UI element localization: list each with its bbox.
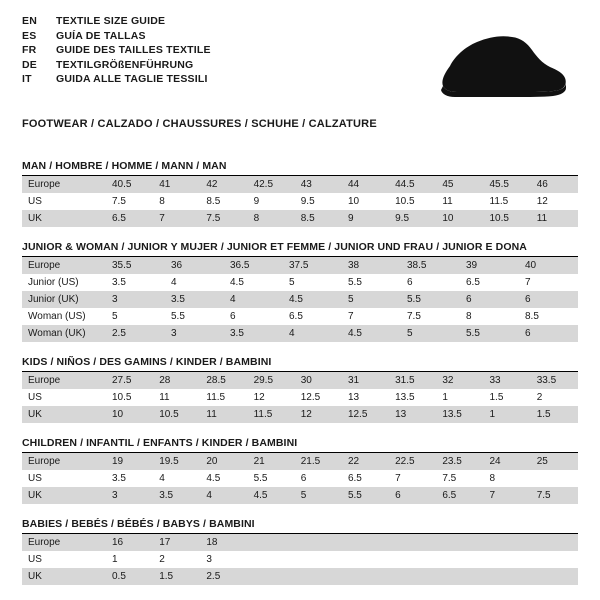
size-cell: 8.5 <box>200 193 247 210</box>
size-cell: 10 <box>106 406 153 423</box>
table-row <box>22 551 578 568</box>
size-cell: 6.5 <box>283 308 342 325</box>
row-label: Europe <box>22 453 106 470</box>
size-cell: 37.5 <box>283 257 342 274</box>
size-cell: 11.5 <box>200 389 247 406</box>
section-title: MAN / HOMBRE / HOMME / MANN / MAN <box>22 160 578 176</box>
size-cell <box>531 568 578 585</box>
size-cell: 6 <box>295 470 342 487</box>
row-label: US <box>22 551 106 568</box>
size-cell: 8 <box>248 210 295 227</box>
size-cell <box>248 534 295 551</box>
size-section <box>22 241 578 342</box>
language-row <box>22 16 211 31</box>
row-label: Europe <box>22 257 106 274</box>
size-cell: 7.5 <box>531 487 578 504</box>
size-cell: 4 <box>283 325 342 342</box>
row-label: US <box>22 193 106 210</box>
size-cell: 9 <box>342 210 389 227</box>
size-cell: 4 <box>165 274 224 291</box>
size-cell: 33 <box>484 372 531 389</box>
size-cell: 7.5 <box>200 210 247 227</box>
size-cell: 4.5 <box>224 274 283 291</box>
language-row <box>22 31 211 46</box>
size-cell: 3.5 <box>106 274 165 291</box>
size-cell: 2.5 <box>200 568 247 585</box>
section-title: CHILDREN / INFANTIL / ENFANTS / KINDER / BAMBINI <box>22 437 578 453</box>
size-cell: 1 <box>436 389 483 406</box>
size-cell: 11 <box>153 389 200 406</box>
size-section <box>22 437 578 504</box>
language-code: EN <box>22 15 37 27</box>
size-cell: 42 <box>200 176 247 193</box>
size-cell: 35.5 <box>106 257 165 274</box>
language-code: DE <box>22 58 37 71</box>
row-label: UK <box>22 487 106 504</box>
row-label: Woman (US) <box>22 308 106 325</box>
size-cell: 12.5 <box>295 389 342 406</box>
size-cell: 11.5 <box>484 193 531 210</box>
size-cell: 28 <box>153 372 200 389</box>
size-cell: 12 <box>295 406 342 423</box>
language-code: IT <box>22 73 32 85</box>
size-cell: 0.5 <box>106 568 153 585</box>
size-cell: 11.5 <box>248 406 295 423</box>
size-cell: 6.5 <box>460 274 519 291</box>
size-cell: 12 <box>248 389 295 406</box>
size-cell: 1.5 <box>531 406 578 423</box>
size-cell: 6 <box>460 291 519 308</box>
size-cell: 7 <box>153 210 200 227</box>
size-cell: 3.5 <box>153 487 200 504</box>
size-cell: 36.5 <box>224 257 283 274</box>
size-cell: 7 <box>342 308 401 325</box>
size-cell: 13.5 <box>389 389 436 406</box>
size-cell: 6 <box>389 487 436 504</box>
size-cell: 5.5 <box>342 274 401 291</box>
size-cell <box>389 534 436 551</box>
table-row <box>22 291 578 308</box>
size-cell <box>342 551 389 568</box>
size-table <box>22 372 578 423</box>
table-row <box>22 470 578 487</box>
size-cell: 6 <box>401 274 460 291</box>
size-cell <box>436 534 483 551</box>
size-cell <box>248 551 295 568</box>
size-cell <box>342 568 389 585</box>
size-cell: 2 <box>531 389 578 406</box>
size-cell: 8.5 <box>295 210 342 227</box>
size-cell: 25 <box>531 453 578 470</box>
size-cell: 13.5 <box>436 406 483 423</box>
size-cell: 10.5 <box>389 193 436 210</box>
size-cell: 4 <box>153 470 200 487</box>
size-table <box>22 534 578 585</box>
size-cell: 9.5 <box>389 210 436 227</box>
row-label: US <box>22 389 106 406</box>
row-label: US <box>22 470 106 487</box>
size-table <box>22 257 578 342</box>
row-label: UK <box>22 210 106 227</box>
size-cell: 30 <box>295 372 342 389</box>
size-cell: 22 <box>342 453 389 470</box>
size-cell: 9 <box>248 193 295 210</box>
size-cell: 21.5 <box>295 453 342 470</box>
table-row <box>22 257 578 274</box>
size-cell: 5.5 <box>165 308 224 325</box>
size-cell: 45 <box>436 176 483 193</box>
size-cell: 39 <box>460 257 519 274</box>
size-cell <box>389 551 436 568</box>
size-cell: 4 <box>200 487 247 504</box>
size-cell: 3 <box>165 325 224 342</box>
size-cell <box>531 470 578 487</box>
language-title: GUÍA DE TALLAS <box>56 29 146 42</box>
size-cell <box>531 551 578 568</box>
size-cell: 24 <box>484 453 531 470</box>
size-table <box>22 176 578 227</box>
size-cell: 3.5 <box>224 325 283 342</box>
size-cell: 46 <box>531 176 578 193</box>
size-cell <box>342 534 389 551</box>
size-cell <box>484 534 531 551</box>
language-row <box>22 45 211 60</box>
row-label: Junior (US) <box>22 274 106 291</box>
size-cell <box>389 568 436 585</box>
table-row <box>22 406 578 423</box>
size-cell <box>436 568 483 585</box>
size-cell: 4 <box>224 291 283 308</box>
row-label: Europe <box>22 534 106 551</box>
size-cell: 29.5 <box>248 372 295 389</box>
size-cell: 13 <box>342 389 389 406</box>
size-cell: 4.5 <box>200 470 247 487</box>
size-cell: 8.5 <box>519 308 578 325</box>
size-cell: 5.5 <box>248 470 295 487</box>
size-cell: 40.5 <box>106 176 153 193</box>
size-cell: 3 <box>106 291 165 308</box>
size-cell: 7 <box>484 487 531 504</box>
language-title: TEXTILGRÖßENFÜHRUNG <box>56 58 194 71</box>
dress-shoe-icon <box>393 30 568 108</box>
size-cell: 5 <box>283 274 342 291</box>
table-row <box>22 274 578 291</box>
language-title: GUIDA ALLE TAGLIE TESSILI <box>56 73 208 85</box>
size-cell: 5 <box>106 308 165 325</box>
size-cell: 3.5 <box>106 470 153 487</box>
size-cell: 6 <box>224 308 283 325</box>
size-cell: 4.5 <box>248 487 295 504</box>
size-cell: 33.5 <box>531 372 578 389</box>
size-cell: 28.5 <box>200 372 247 389</box>
size-cell: 1 <box>106 551 153 568</box>
size-cell: 1.5 <box>153 568 200 585</box>
size-cell: 1 <box>484 406 531 423</box>
size-cell: 5.5 <box>460 325 519 342</box>
size-cell: 12 <box>531 193 578 210</box>
table-row <box>22 210 578 227</box>
size-cell: 6 <box>519 325 578 342</box>
size-cell: 9.5 <box>295 193 342 210</box>
size-cell: 7.5 <box>106 193 153 210</box>
size-table <box>22 453 578 504</box>
size-cell: 36 <box>165 257 224 274</box>
size-cell: 10.5 <box>106 389 153 406</box>
size-cell: 2.5 <box>106 325 165 342</box>
size-cell: 10.5 <box>484 210 531 227</box>
size-cell: 32 <box>436 372 483 389</box>
row-label: Junior (UK) <box>22 291 106 308</box>
language-title: GUIDE DES TAILLES TEXTILE <box>56 44 211 56</box>
size-cell: 5 <box>295 487 342 504</box>
size-cell: 3 <box>200 551 247 568</box>
row-label: UK <box>22 568 106 585</box>
language-title-list <box>22 16 211 89</box>
size-cell <box>248 568 295 585</box>
size-cell: 45.5 <box>484 176 531 193</box>
table-row <box>22 193 578 210</box>
table-row <box>22 176 578 193</box>
table-row <box>22 308 578 325</box>
size-cell: 10 <box>342 193 389 210</box>
size-cell <box>295 534 342 551</box>
row-label: UK <box>22 406 106 423</box>
table-row <box>22 389 578 406</box>
size-cell: 18 <box>200 534 247 551</box>
size-cell <box>295 551 342 568</box>
table-row <box>22 487 578 504</box>
size-cell: 13 <box>389 406 436 423</box>
size-cell: 19.5 <box>153 453 200 470</box>
size-cell: 8 <box>484 470 531 487</box>
size-cell: 5.5 <box>401 291 460 308</box>
size-cell: 41 <box>153 176 200 193</box>
row-label: Europe <box>22 372 106 389</box>
size-cell: 17 <box>153 534 200 551</box>
size-cell: 43 <box>295 176 342 193</box>
size-cell: 11 <box>531 210 578 227</box>
size-cell: 12.5 <box>342 406 389 423</box>
size-cell: 2 <box>153 551 200 568</box>
size-cell: 5 <box>401 325 460 342</box>
size-cell <box>484 568 531 585</box>
size-cell <box>436 551 483 568</box>
size-cell: 21 <box>248 453 295 470</box>
table-row <box>22 372 578 389</box>
size-cell <box>531 534 578 551</box>
size-cell: 10.5 <box>153 406 200 423</box>
size-section <box>22 356 578 423</box>
size-cell: 10 <box>436 210 483 227</box>
size-cell: 4.5 <box>283 291 342 308</box>
size-cell: 42.5 <box>248 176 295 193</box>
size-cell: 7 <box>519 274 578 291</box>
size-cell: 11 <box>200 406 247 423</box>
size-cell: 8 <box>460 308 519 325</box>
size-cell: 31 <box>342 372 389 389</box>
language-row <box>22 74 211 89</box>
row-label: Europe <box>22 176 106 193</box>
size-cell: 38 <box>342 257 401 274</box>
category-heading: FOOTWEAR / CALZADO / CHAUSSURES / SCHUHE / CALZATURE <box>22 118 377 130</box>
table-row <box>22 568 578 585</box>
size-cell: 7.5 <box>436 470 483 487</box>
language-title: TEXTILE SIZE GUIDE <box>56 15 166 27</box>
size-section <box>22 160 578 227</box>
row-label: Woman (UK) <box>22 325 106 342</box>
size-cell: 27.5 <box>106 372 153 389</box>
size-cell: 6 <box>519 291 578 308</box>
size-cell: 3.5 <box>165 291 224 308</box>
section-title: BABIES / BEBÉS / BÉBÉS / BABYS / BAMBINI <box>22 518 578 534</box>
size-cell: 8 <box>153 193 200 210</box>
size-cell: 5 <box>342 291 401 308</box>
size-cell: 31.5 <box>389 372 436 389</box>
section-title: KIDS / NIÑOS / DES GAMINS / KINDER / BAMBINI <box>22 356 578 372</box>
size-cell: 11 <box>436 193 483 210</box>
size-cell: 4.5 <box>342 325 401 342</box>
size-cell: 1.5 <box>484 389 531 406</box>
size-cell: 19 <box>106 453 153 470</box>
size-section <box>22 518 578 585</box>
size-cell: 7 <box>389 470 436 487</box>
size-cell: 20 <box>200 453 247 470</box>
size-cell: 5.5 <box>342 487 389 504</box>
size-cell: 44 <box>342 176 389 193</box>
table-row <box>22 534 578 551</box>
size-cell: 44.5 <box>389 176 436 193</box>
table-row <box>22 453 578 470</box>
size-sections <box>22 160 578 585</box>
size-cell: 16 <box>106 534 153 551</box>
table-row <box>22 325 578 342</box>
size-cell: 22.5 <box>389 453 436 470</box>
size-cell: 40 <box>519 257 578 274</box>
size-cell: 6.5 <box>436 487 483 504</box>
language-code: FR <box>22 44 37 56</box>
language-code: ES <box>22 29 37 42</box>
size-cell <box>484 551 531 568</box>
size-cell: 38.5 <box>401 257 460 274</box>
size-cell: 23.5 <box>436 453 483 470</box>
size-cell: 3 <box>106 487 153 504</box>
size-cell <box>295 568 342 585</box>
document-header <box>22 16 578 108</box>
size-cell: 6.5 <box>342 470 389 487</box>
language-row <box>22 60 211 75</box>
size-cell: 6.5 <box>106 210 153 227</box>
section-title: JUNIOR & WOMAN / JUNIOR Y MUJER / JUNIOR ET FEMME / JUNIOR UND FRAU / JUNIOR E DONA <box>22 241 578 257</box>
size-cell: 7.5 <box>401 308 460 325</box>
